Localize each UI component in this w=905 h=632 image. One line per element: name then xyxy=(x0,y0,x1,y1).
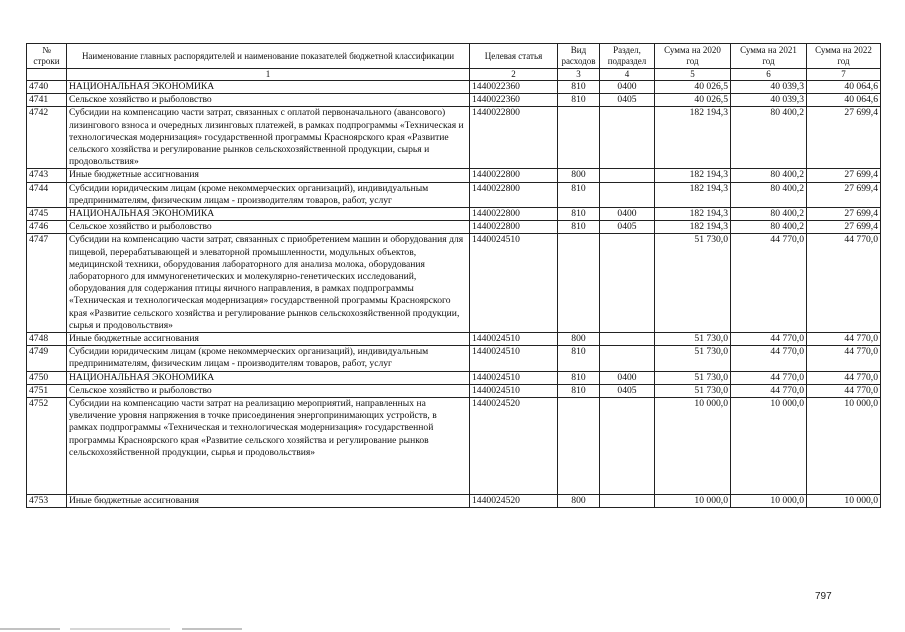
row-sum-2020: 10 000,0 xyxy=(655,495,731,508)
row-sum-2020: 40 026,5 xyxy=(655,94,731,107)
row-sum-2020: 40 026,5 xyxy=(655,81,731,94)
row-expense-kind: 810 xyxy=(558,221,600,234)
row-sum-2020: 182 194,3 xyxy=(655,221,731,234)
row-number: 4749 xyxy=(27,346,67,371)
row-section xyxy=(600,169,655,182)
row-expense-kind: 810 xyxy=(558,94,600,107)
header-sum-2020: Сумма на 2020 год xyxy=(655,44,731,69)
row-sum-2022: 44 770,0 xyxy=(807,346,881,371)
row-expense-kind: 810 xyxy=(558,208,600,221)
row-expense-kind: 800 xyxy=(558,333,600,346)
row-sum-2020: 10 000,0 xyxy=(655,398,731,495)
row-target-article: 1440022800 xyxy=(470,221,558,234)
header-sum-2021: Сумма на 2021 год xyxy=(731,44,807,69)
column-number: 2 xyxy=(470,69,558,81)
row-sum-2021: 10 000,0 xyxy=(731,398,807,495)
row-section: 0405 xyxy=(600,221,655,234)
row-name: Иные бюджетные ассигнования xyxy=(67,333,470,346)
row-target-article: 1440024510 xyxy=(470,234,558,333)
row-number: 4747 xyxy=(27,234,67,333)
header-row-num: № строки xyxy=(27,44,67,69)
row-target-article: 1440024510 xyxy=(470,371,558,384)
table-row xyxy=(27,398,881,495)
row-sum-2021: 80 400,2 xyxy=(731,107,807,169)
table-row xyxy=(27,107,881,169)
row-section: 0400 xyxy=(600,371,655,384)
row-section xyxy=(600,398,655,495)
row-sum-2020: 51 730,0 xyxy=(655,384,731,397)
row-expense-kind: 810 xyxy=(558,346,600,371)
table-row xyxy=(27,384,881,397)
row-number: 4744 xyxy=(27,182,67,207)
row-number: 4742 xyxy=(27,107,67,169)
row-expense-kind: 810 xyxy=(558,371,600,384)
header-name: Наименование главных распорядителей и наименование показателей бюджетной классификации xyxy=(67,44,470,69)
row-section xyxy=(600,346,655,371)
row-number: 4745 xyxy=(27,208,67,221)
header-section: Раздел, подраздел xyxy=(600,44,655,69)
row-sum-2021: 40 039,3 xyxy=(731,94,807,107)
row-name: Иные бюджетные ассигнования xyxy=(67,495,470,508)
row-sum-2022: 10 000,0 xyxy=(807,495,881,508)
row-sum-2022: 40 064,6 xyxy=(807,81,881,94)
row-section xyxy=(600,333,655,346)
row-name: Сельское хозяйство и рыболовство xyxy=(67,94,470,107)
row-sum-2021: 40 039,3 xyxy=(731,81,807,94)
row-section: 0400 xyxy=(600,81,655,94)
row-sum-2021: 44 770,0 xyxy=(731,384,807,397)
row-expense-kind: 800 xyxy=(558,169,600,182)
column-number: 4 xyxy=(600,69,655,81)
table-row xyxy=(27,346,881,371)
column-number-row xyxy=(27,69,881,81)
column-number: 5 xyxy=(655,69,731,81)
row-sum-2021: 80 400,2 xyxy=(731,169,807,182)
table-row xyxy=(27,495,881,508)
column-number xyxy=(27,69,67,81)
row-name: Субсидии юридическим лицам (кроме некоммерческих организаций), индивидуальным предпринимателям, физическим лицам - производителям товаров, работ, услуг xyxy=(67,346,470,371)
row-section: 0400 xyxy=(600,208,655,221)
footer-divider xyxy=(0,628,250,630)
table-row xyxy=(27,81,881,94)
header-target: Целевая статья xyxy=(470,44,558,69)
row-number: 4743 xyxy=(27,169,67,182)
row-sum-2020: 51 730,0 xyxy=(655,333,731,346)
row-sum-2022: 44 770,0 xyxy=(807,384,881,397)
row-sum-2020: 182 194,3 xyxy=(655,208,731,221)
row-expense-kind: 810 xyxy=(558,384,600,397)
row-name: Иные бюджетные ассигнования xyxy=(67,169,470,182)
row-name: Субсидии на компенсацию части затрат, связанных с приобретением машин и оборудования для пищевой, перерабатывающей и элеваторной промышленности, модульных объектов, медицинской техники, оборудования лабораторного для анализа молока, оборудования лабораторного для иммуногенетических и молекулярно-генетических исследований, оборудования для содержания птицы яичного направления, в рамках подпрограммы «Техническая и технологическая модернизация» государственной программы Красноярского края «Развитие сельского хозяйства и регулирование рынков сельскохозяйственной продукции, сырья и продовольствия» xyxy=(67,234,470,333)
row-number: 4753 xyxy=(27,495,67,508)
column-number: 3 xyxy=(558,69,600,81)
row-number: 4748 xyxy=(27,333,67,346)
row-sum-2020: 182 194,3 xyxy=(655,169,731,182)
row-sum-2020: 51 730,0 xyxy=(655,234,731,333)
row-sum-2020: 51 730,0 xyxy=(655,346,731,371)
row-name: НАЦИОНАЛЬНАЯ ЭКОНОМИКА xyxy=(67,371,470,384)
row-target-article: 1440022800 xyxy=(470,169,558,182)
row-section: 0405 xyxy=(600,94,655,107)
row-target-article: 1440024520 xyxy=(470,398,558,495)
row-target-article: 1440022800 xyxy=(470,182,558,207)
table-row xyxy=(27,371,881,384)
header-sum-2022: Сумма на 2022 год xyxy=(807,44,881,69)
row-sum-2020: 182 194,3 xyxy=(655,182,731,207)
budget-table xyxy=(26,43,881,508)
row-sum-2022: 27 699,4 xyxy=(807,182,881,207)
table-row xyxy=(27,208,881,221)
row-sum-2022: 44 770,0 xyxy=(807,234,881,333)
column-number: 1 xyxy=(67,69,470,81)
row-target-article: 1440022800 xyxy=(470,208,558,221)
row-number: 4741 xyxy=(27,94,67,107)
row-expense-kind: 810 xyxy=(558,81,600,94)
row-sum-2022: 27 699,4 xyxy=(807,169,881,182)
row-sum-2021: 80 400,2 xyxy=(731,221,807,234)
table-row xyxy=(27,333,881,346)
row-target-article: 1440022360 xyxy=(470,81,558,94)
row-section xyxy=(600,182,655,207)
row-sum-2021: 44 770,0 xyxy=(731,333,807,346)
row-section xyxy=(600,107,655,169)
row-sum-2021: 44 770,0 xyxy=(731,234,807,333)
table-row xyxy=(27,169,881,182)
table-row xyxy=(27,234,881,333)
row-sum-2021: 44 770,0 xyxy=(731,346,807,371)
row-sum-2020: 51 730,0 xyxy=(655,371,731,384)
header-row xyxy=(27,44,881,69)
row-sum-2022: 27 699,4 xyxy=(807,208,881,221)
table-row xyxy=(27,221,881,234)
row-name: Субсидии юридическим лицам (кроме некоммерческих организаций), индивидуальным предпринимателям, физическим лицам - производителям товаров, работ, услуг xyxy=(67,182,470,207)
table-row xyxy=(27,182,881,207)
row-name: Сельское хозяйство и рыболовство xyxy=(67,384,470,397)
row-name: НАЦИОНАЛЬНАЯ ЭКОНОМИКА xyxy=(67,208,470,221)
column-number: 7 xyxy=(807,69,881,81)
row-expense-kind xyxy=(558,234,600,333)
row-sum-2021: 10 000,0 xyxy=(731,495,807,508)
row-sum-2021: 80 400,2 xyxy=(731,182,807,207)
row-expense-kind xyxy=(558,107,600,169)
row-name: НАЦИОНАЛЬНАЯ ЭКОНОМИКА xyxy=(67,81,470,94)
row-number: 4740 xyxy=(27,81,67,94)
row-sum-2022: 44 770,0 xyxy=(807,333,881,346)
row-section: 0405 xyxy=(600,384,655,397)
row-name: Субсидии на компенсацию части затрат, связанных с оплатой первоначального (авансового) лизингового взноса и очередных лизинговых платежей, в рамках подпрограммы «Техническая и технологическая модернизация» государственной программы Красноярского края «Развитие сельского хозяйства и регулирование рынков сельскохозяйственной продукции, сырья и продовольствия» xyxy=(67,107,470,169)
header-kind: Вид расходов xyxy=(558,44,600,69)
row-name: Субсидии на компенсацию части затрат на реализацию мероприятий, направленных на увеличение уровня напряжения в точке присоединения энергопринимающих устройств, в рамках подпрограммы «Техническая и технологическая модернизация» государственной программы Красноярского края «Развитие сельского хозяйства и регулирование рынков сельскохозяйственной продукции, сырья и продовольствия» xyxy=(67,398,470,495)
row-sum-2022: 10 000,0 xyxy=(807,398,881,495)
row-target-article: 1440024520 xyxy=(470,495,558,508)
row-target-article: 1440022360 xyxy=(470,94,558,107)
row-sum-2021: 44 770,0 xyxy=(731,371,807,384)
table-row xyxy=(27,94,881,107)
row-number: 4751 xyxy=(27,384,67,397)
row-number: 4746 xyxy=(27,221,67,234)
table-body xyxy=(27,81,881,508)
row-number: 4752 xyxy=(27,398,67,495)
row-sum-2021: 80 400,2 xyxy=(731,208,807,221)
row-sum-2022: 27 699,4 xyxy=(807,221,881,234)
row-expense-kind xyxy=(558,398,600,495)
column-number: 6 xyxy=(731,69,807,81)
row-number: 4750 xyxy=(27,371,67,384)
row-expense-kind: 800 xyxy=(558,495,600,508)
row-sum-2022: 40 064,6 xyxy=(807,94,881,107)
row-section xyxy=(600,495,655,508)
row-sum-2022: 44 770,0 xyxy=(807,371,881,384)
row-section xyxy=(600,234,655,333)
row-expense-kind: 810 xyxy=(558,182,600,207)
row-sum-2020: 182 194,3 xyxy=(655,107,731,169)
row-target-article: 1440024510 xyxy=(470,384,558,397)
row-target-article: 1440022800 xyxy=(470,107,558,169)
row-target-article: 1440024510 xyxy=(470,333,558,346)
row-sum-2022: 27 699,4 xyxy=(807,107,881,169)
page-number: 797 xyxy=(815,591,832,602)
row-name: Сельское хозяйство и рыболовство xyxy=(67,221,470,234)
row-target-article: 1440024510 xyxy=(470,346,558,371)
